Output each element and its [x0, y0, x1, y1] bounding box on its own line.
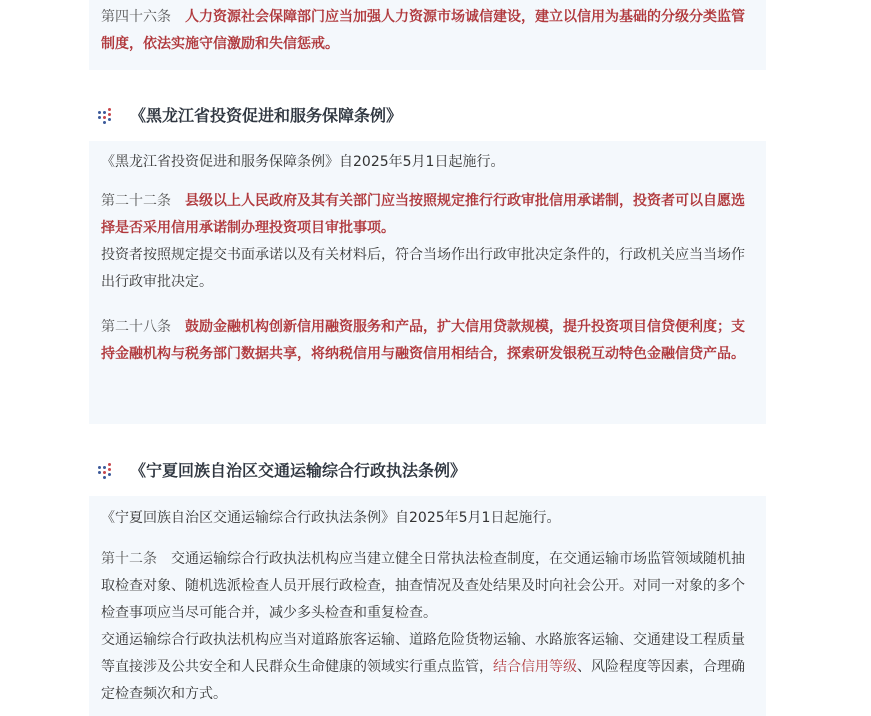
article-46 — [101, 4, 754, 58]
dots-icon — [98, 108, 116, 124]
section-title-ningxia — [98, 460, 466, 482]
section-title-text: 《宁夏回族自治区交通运输综合行政执法条例》 — [130, 461, 467, 480]
article-number: 第二十八条 — [101, 319, 171, 335]
section-title-heilongjiang — [98, 105, 402, 127]
article-28 — [101, 314, 754, 368]
article-text: 交通运输综合行政执法机构应当建立健全日常执法检查制度，在交通运输市场监管领域随机抽取检查对象、随机选派检查人员开展行政检查，抽查情况及查处结果及时向社会公开。对同一对象的多个检查事项应当尽可能合并，减少多头检查和重复检查。 — [101, 551, 745, 621]
dots-icon — [98, 463, 116, 479]
article-text: 县级以上人民政府及其有关部门应当按照规定推行行政审批信用承诺制，投资者可以自愿选择是否采用信用承诺制办理投资项目审批事项。 — [101, 193, 745, 236]
article-card-3 — [89, 496, 766, 716]
section-title-text: 《黑龙江省投资促进和服务保障条例》 — [130, 106, 403, 125]
highlight-text: 结合信用等级 — [493, 659, 577, 675]
article-card-1 — [89, 0, 766, 70]
article-number: 第四十六条 — [101, 9, 171, 25]
article-card-2 — [89, 141, 766, 424]
article-12-detail — [101, 627, 754, 708]
effective-date: 《黑龙江省投资促进和服务保障条例》自2025年5月1日起施行。 — [101, 154, 505, 170]
effective-date: 《宁夏回族自治区交通运输综合行政执法条例》自2025年5月1日起施行。 — [101, 510, 561, 526]
article-12 — [101, 546, 754, 627]
detail-text-2: 、风险程度等因素，合理确定检查频次和方式。 — [101, 659, 745, 702]
article-22-detail: 投资者按照规定提交书面承诺以及有关材料后，符合当场作出行政审批决定条件的，行政机关应当当场作出行政审批决定。 — [101, 247, 745, 290]
article-number: 第二十二条 — [101, 193, 171, 209]
article-22 — [101, 188, 754, 242]
article-number: 第十二条 — [101, 551, 157, 567]
article-text: 鼓励金融机构创新信用融资服务和产品，扩大信用贷款规模，提升投资项目信贷便利度；支持金融机构与税务部门数据共享，将纳税信用与融资信用相结合，探索研发银税互动特色金融信贷产品。 — [101, 319, 745, 362]
article-text: 人力资源社会保障部门应当加强人力资源市场诚信建设，建立以信用为基础的分级分类监管制度，依法实施守信激励和失信惩戒。 — [101, 9, 745, 52]
detail-text-1: 交通运输综合行政执法机构应当对道路旅客运输、道路危险货物运输、水路旅客运输、交通建设工程质量等直接涉及公共安全和人民群众生命健康的领域实行重点监管， — [101, 632, 745, 675]
